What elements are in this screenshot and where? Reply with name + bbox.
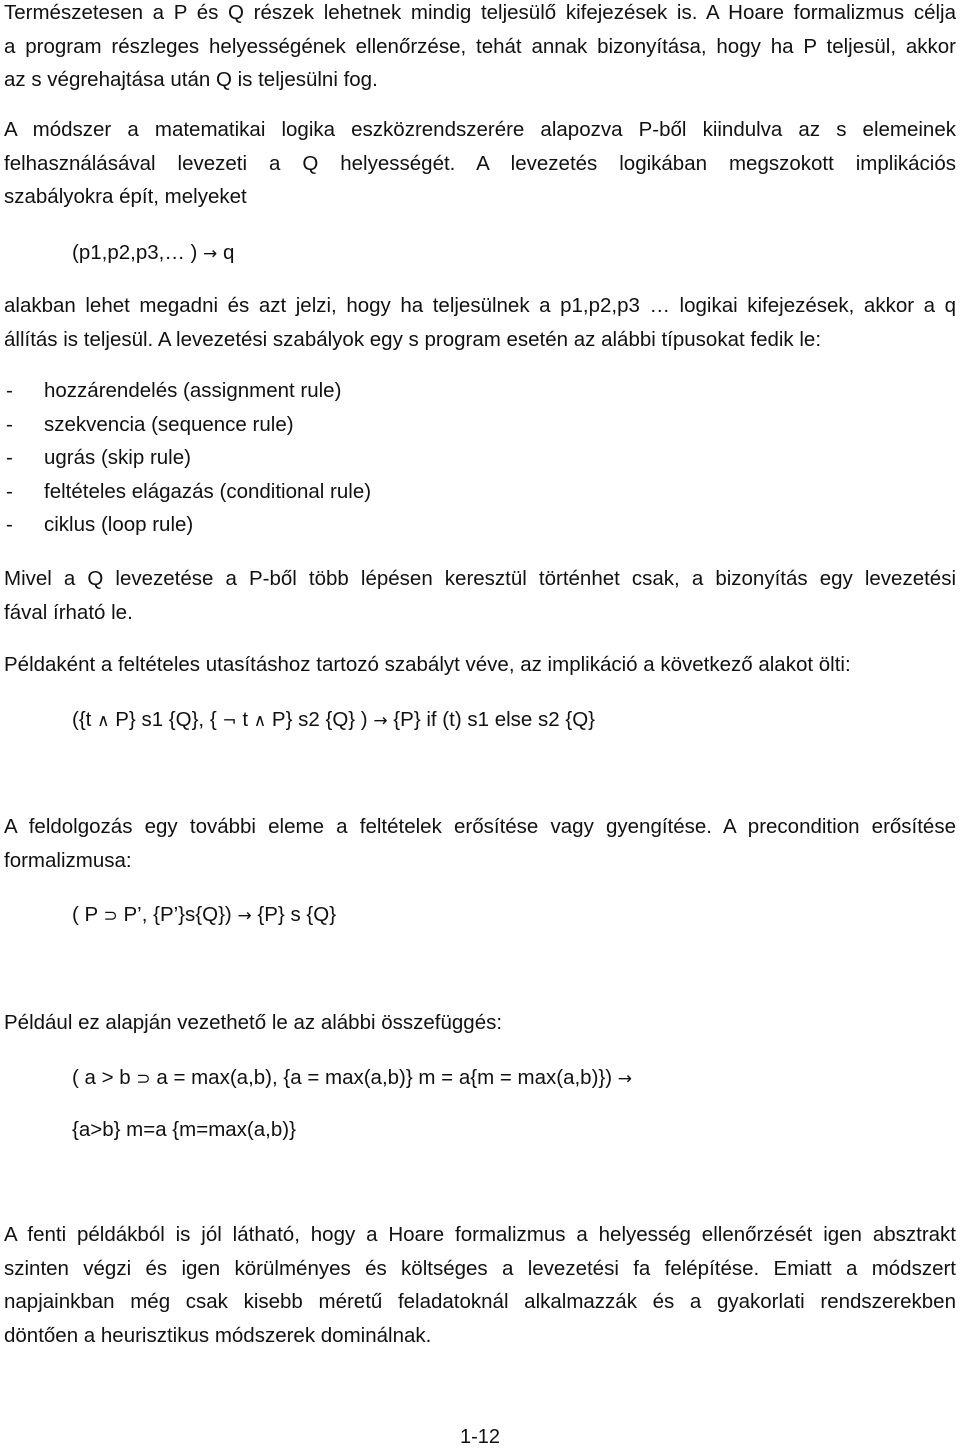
text-line: formalizmusa: (4, 848, 132, 872)
list-item: - feltételes elágazás (conditional rule) (6, 479, 372, 503)
logical-and-icon: ∧ (97, 711, 110, 731)
text-line: A fenti példákból is jól látható, hogy a Hoare formalizmus a helyesség ellenőrzését igen absztrakt (4, 1223, 956, 1246)
implication-arrow-icon: → (203, 244, 218, 264)
paragraph-precondition (4, 810, 956, 877)
paragraph-method (4, 113, 956, 214)
text-line: a program részleges helyességének ellenőrzése, tehát annak bizonyítása, hogy ha P teljesül, akkor (4, 34, 956, 58)
text-line: felhasználásával levezeti a Q helyességét. A levezetés logikában megszokott implikációs (4, 151, 956, 175)
implication-formula (72, 236, 234, 271)
max-formula: ( a > b ⊃ a = max(a,b), {a = max(a,b)} m = a{m = max(a,b)}) → (72, 1066, 633, 1089)
conditional-rule-formula: ({t ∧ P} s1 {Q}, { ¬ t ∧ P} s2 {Q} ) → {P} if (t) s1 else s2 {Q} (72, 708, 595, 731)
implication-arrow-icon: → (373, 711, 388, 731)
rule-list (6, 374, 371, 542)
precondition-formula: ( P ⊃ P’, {P’}s{Q}) → {P} s {Q} (72, 903, 337, 926)
text-line: Példaként a feltételes utasításhoz tartozó szabályt véve, az implikáció a következő alakot ölti: (4, 653, 851, 676)
text-line: Például ez alapján vezethető le az alábbi összefüggés: (4, 1011, 503, 1034)
paragraph-conclusion (4, 1218, 956, 1352)
implication-arrow-icon: → (237, 906, 252, 926)
list-item: - ciklus (loop rule) (6, 513, 194, 536)
text-line: szabályokra épít, melyeket (4, 185, 247, 208)
paragraph-example (4, 648, 956, 682)
list-item: - szekvencia (sequence rule) (6, 412, 294, 436)
superset-icon: ⊃ (136, 1069, 151, 1089)
text-line: döntően a heurisztikus módszerek dominálnak. (4, 1323, 432, 1347)
text-line: Természetesen a P és Q részek lehetnek mindig teljesülő kifejezések is. A Hoare formalizmus célja (4, 1, 956, 24)
text-line: szinten végzi és igen körülményes és költséges a levezetési fa felépítése. Emiatt a módszert (4, 1256, 956, 1280)
formula-premises: (p1,p2,p3,… ) (72, 241, 198, 264)
logical-and-icon: ∧ (253, 711, 267, 731)
text-line: A módszer a matematikai logika eszközrendszerére alapozva P-ből kiindulva az s elemeinek (4, 118, 956, 141)
list-item: - ugrás (skip rule) (6, 446, 191, 469)
logical-not-icon: ¬ (222, 711, 237, 731)
paragraph-max-example (4, 1006, 956, 1040)
text-line: fával írható le. (4, 600, 133, 624)
formula-conclusion: q (223, 241, 235, 264)
text-line: az s végrehajtása után Q is teljesülni fog. (4, 68, 378, 91)
implication-arrow-icon: → (617, 1069, 633, 1089)
text-line: állítás is teljesül. A levezetési szabályok egy s program esetén az alábbi típusokat fedik le: (4, 327, 822, 351)
paragraph-derivation-tree (4, 562, 956, 629)
paragraph-rules (4, 289, 956, 356)
paragraph-intro (4, 0, 956, 97)
page-number: 1-12 (459, 1426, 501, 1448)
max-formula-conclusion: {a>b} m=a {m=max(a,b)} (72, 1118, 296, 1141)
list-item: - hozzárendelés (assignment rule) (6, 379, 342, 402)
text-line: alakban lehet megadni és azt jelzi, hogy ha teljesülnek a p1,p2,p3 … logikai kifejezések, akkor a q (4, 294, 956, 317)
text-line: A feldolgozás egy további eleme a feltételek erősítése vagy gyengítése. A precondition erősítése (4, 815, 956, 838)
superset-icon: ⊃ (103, 906, 118, 926)
text-line: Mivel a Q levezetése a P-ből több lépésen keresztül történhet csak, a bizonyítás egy levezetési (4, 567, 956, 590)
text-line: napjainkban még csak kisebb méretű feladatoknál alkalmazzák és a gyakorlati rendszerekben (4, 1290, 956, 1313)
